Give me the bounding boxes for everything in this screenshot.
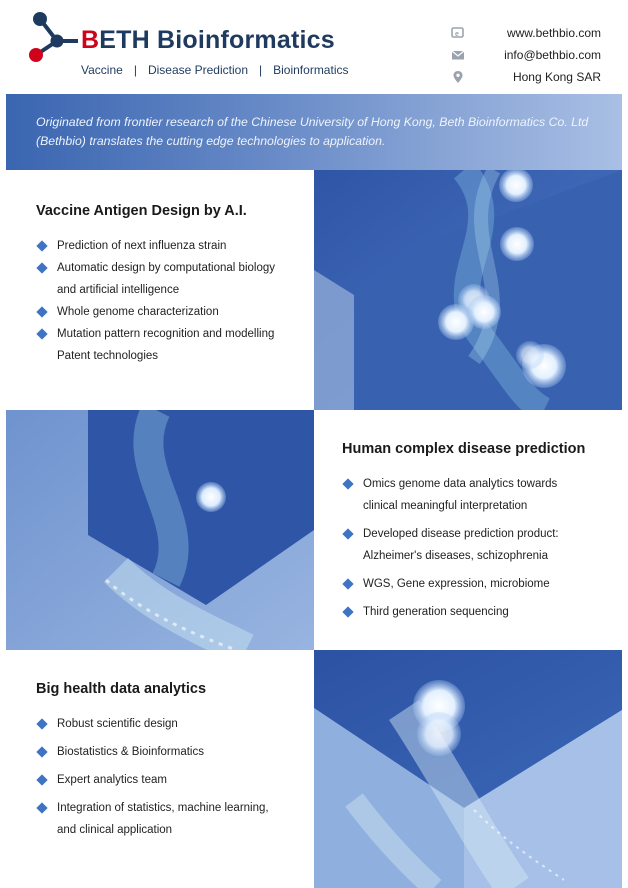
list-item-continuation: and artificial intelligence [57,284,180,296]
tagline-separator: | [259,63,263,77]
contact-web-text: www.bethbio.com [506,26,601,40]
vaccine-list [36,235,314,367]
dna-illustration-1 [314,170,622,410]
diamond-bullet-icon [342,606,353,617]
contact-web[interactable] [451,22,601,44]
vaccine-title: Vaccine Antigen Design by A.I. [36,203,247,219]
list-item: Mutation pattern recognition and modelling [36,323,314,345]
dna-image-2 [6,410,314,650]
dna-illustration-2 [6,410,314,650]
web-icon [451,26,465,40]
tagline-bioinformatics: Bioinformatics [273,63,349,77]
list-item-continuation: Patent technologies [57,350,159,362]
intro-banner [6,94,622,170]
list-item: Whole genome characterization [36,301,314,323]
list-item: Developed disease prediction product: [342,523,622,545]
diamond-bullet-icon [36,262,47,273]
diamond-bullet-icon [342,578,353,589]
list-item-continuation: clinical meaningful interpretation [363,500,528,512]
list-item: Biostatistics & Bioinformatics [36,741,314,763]
bigdata-section [6,650,314,888]
intro-text: Originated from frontier research of the Chinese University of Hong Kong, Beth Bioinformatics Co. Ltd (Bethbio) translates the cutting edge technologies to application. [36,115,589,148]
brand-rest: ETH Bioinformatics [99,26,335,54]
bigdata-title: Big health data analytics [36,681,207,697]
diamond-bullet-icon [36,240,47,251]
contact-email[interactable] [451,44,601,66]
diamond-bullet-icon [36,718,47,729]
disease-title: Human complex disease prediction [342,441,586,457]
dna-illustration-3 [314,650,622,888]
contact-block [451,22,601,88]
dna-image-1 [314,170,622,410]
brand-first-letter: B [81,26,100,54]
diamond-bullet-icon [36,328,47,339]
list-item-continuation: Alzheimer's diseases, schizophrenia [363,550,549,562]
list-item: Omics genome data analytics towards [342,473,622,495]
svg-text:e: e [455,31,459,38]
list-item: Integration of statistics, machine learning, [36,797,314,819]
disease-list [342,473,622,623]
location-pin-icon [451,70,465,84]
contact-location-text: Hong Kong SAR [512,70,601,84]
contact-email-text: info@bethbio.com [504,48,601,62]
list-item: Prediction of next influenza strain [36,235,314,257]
tagline-disease-prediction: Disease Prediction [147,63,248,77]
contact-location [451,66,601,88]
diamond-bullet-icon [36,774,47,785]
diamond-bullet-icon [342,528,353,539]
bigdata-list [36,713,314,841]
header [0,0,628,94]
list-item: Automatic design by computational biology [36,257,314,279]
list-item: WGS, Gene expression, microbiome [342,573,622,595]
disease-section [314,410,622,650]
list-item: Robust scientific design [36,713,314,735]
tagline [81,63,348,77]
tagline-vaccine: Vaccine [81,63,123,77]
dna-image-3 [314,650,622,888]
list-item: Expert analytics team [36,769,314,791]
vaccine-section [6,170,314,410]
molecule-logo-icon [26,10,82,66]
diamond-bullet-icon [36,802,47,813]
list-item: Third generation sequencing [342,601,622,623]
brand-name [81,26,335,55]
tagline-separator: | [133,63,137,77]
diamond-bullet-icon [36,306,47,317]
diamond-bullet-icon [342,478,353,489]
diamond-bullet-icon [36,746,47,757]
mail-icon [451,48,465,62]
list-item-continuation: and clinical application [57,824,173,836]
